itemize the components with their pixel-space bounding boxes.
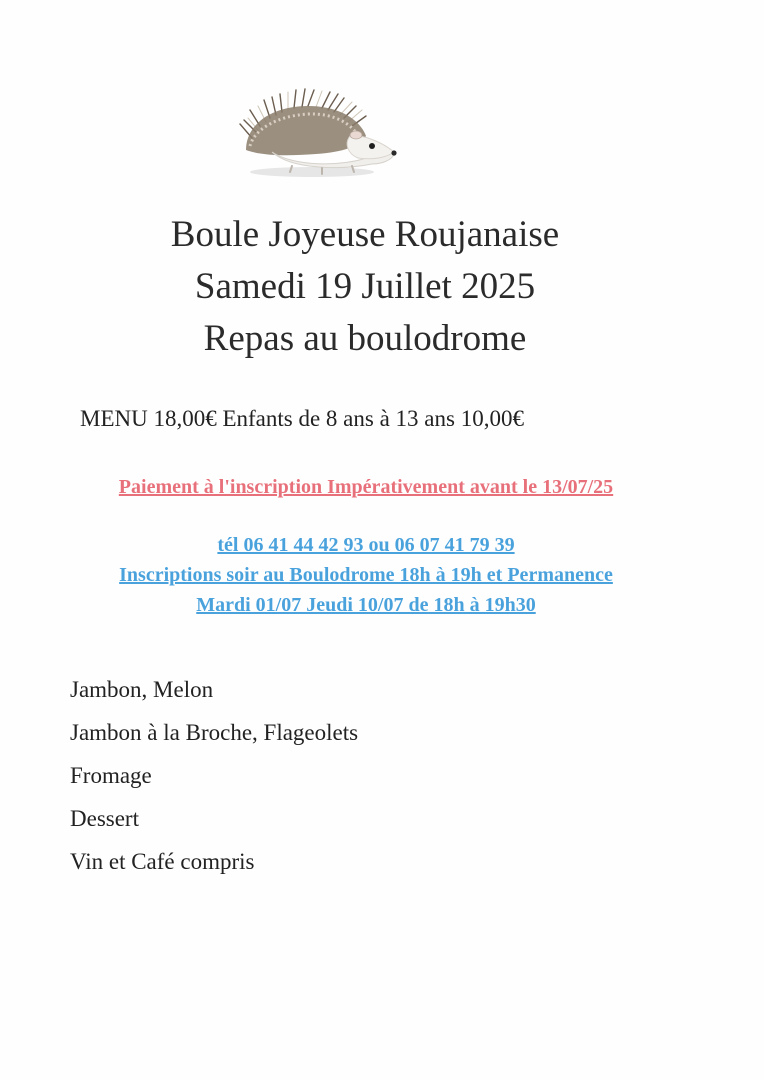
payment-deadline-notice: Paiement à l'inscription Impérativement avant le 13/07/25 xyxy=(118,476,614,498)
list-item: Vin et Café compris xyxy=(70,849,255,874)
list-item: Jambon à la Broche, Flageolets xyxy=(70,720,359,745)
hedgehog-icon xyxy=(232,80,398,180)
phone-contact-line: tél 06 41 44 42 93 ou 06 07 41 79 39 xyxy=(217,534,515,556)
event-organizer-title: Boule Joyeuse Roujanaise xyxy=(170,214,560,255)
list-item: Fromage xyxy=(70,763,152,788)
event-date-title: Samedi 19 Juillet 2025 xyxy=(194,266,536,307)
menu-price-line: MENU 18,00€ Enfants de 8 ans à 13 ans 10,00€ xyxy=(80,406,524,431)
registration-info-line: Inscriptions soir au Boulodrome 18h à 19h et Permanence xyxy=(119,564,613,586)
list-item: Jambon, Melon xyxy=(70,677,214,702)
event-subtitle: Repas au boulodrome xyxy=(203,318,527,359)
list-item: Dessert xyxy=(70,806,139,831)
menu-course-list xyxy=(70,668,358,883)
permanence-dates-line: Mardi 01/07 Jeudi 10/07 de 18h à 19h30 xyxy=(196,594,536,616)
